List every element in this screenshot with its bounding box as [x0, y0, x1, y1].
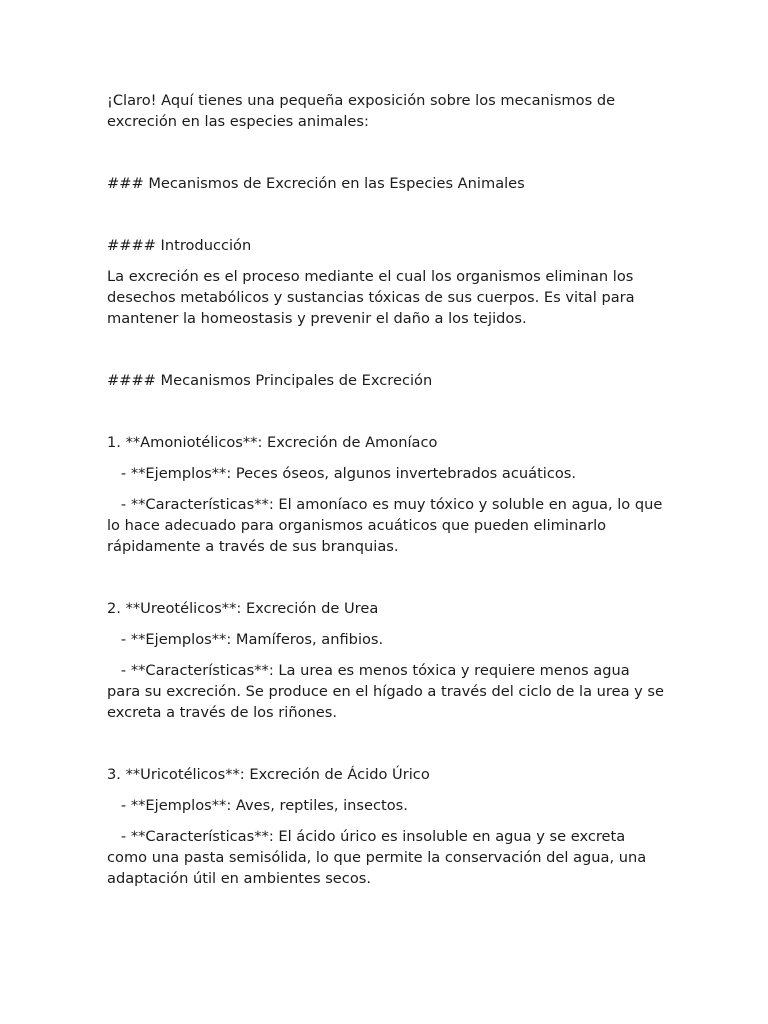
item-2-features: - **Características**: La urea es menos tóxica y requiere menos agua para su excreción. Se produce en el hígado a través del ciclo de la urea y se excreta a través de los riñones.: [107, 662, 669, 721]
mechanisms-heading: #### Mecanismos Principales de Excreción: [107, 372, 433, 389]
item-1-heading: 1. **Amoniotélicos**: Excreción de Amoníaco: [107, 434, 438, 451]
item-3-features: - **Características**: El ácido úrico es insoluble en agua y se excreta como una pasta semisólida, lo que permite la conservación del agua, una adaptación útil en ambientes secos.: [107, 828, 651, 887]
item-2-heading: 2. **Ureotélicos**: Excreción de Urea: [107, 600, 379, 617]
item-3-examples: - **Ejemplos**: Aves, reptiles, insectos.: [107, 797, 408, 814]
item-1-features: - **Características**: El amoníaco es muy tóxico y soluble en agua, lo que lo hace adecuado para organismos acuáticos que pueden eliminarlo rápidamente a través de sus branquias.: [107, 496, 668, 555]
item-3-heading: 3. **Uricotélicos**: Excreción de Ácido Úrico: [107, 766, 430, 783]
intro-paragraph: ¡Claro! Aquí tienes una pequeña exposición sobre los mecanismos de excreción en las especies animales:: [107, 92, 620, 130]
document-body: [107, 90, 667, 889]
item-1-examples: - **Ejemplos**: Peces óseos, algunos invertebrados acuáticos.: [107, 465, 577, 482]
item-2-examples: - **Ejemplos**: Mamíferos, anfibios.: [107, 631, 384, 648]
introduction-paragraph: La excreción es el proceso mediante el cual los organismos eliminan los desechos metabólicos y sustancias tóxicas de sus cuerpos. Es vital para mantener la homeostasis y prevenir el daño a los tejidos.: [107, 268, 640, 327]
document-title: ### Mecanismos de Excreción en las Especies Animales: [107, 175, 525, 192]
introduction-heading: #### Introducción: [107, 237, 252, 254]
